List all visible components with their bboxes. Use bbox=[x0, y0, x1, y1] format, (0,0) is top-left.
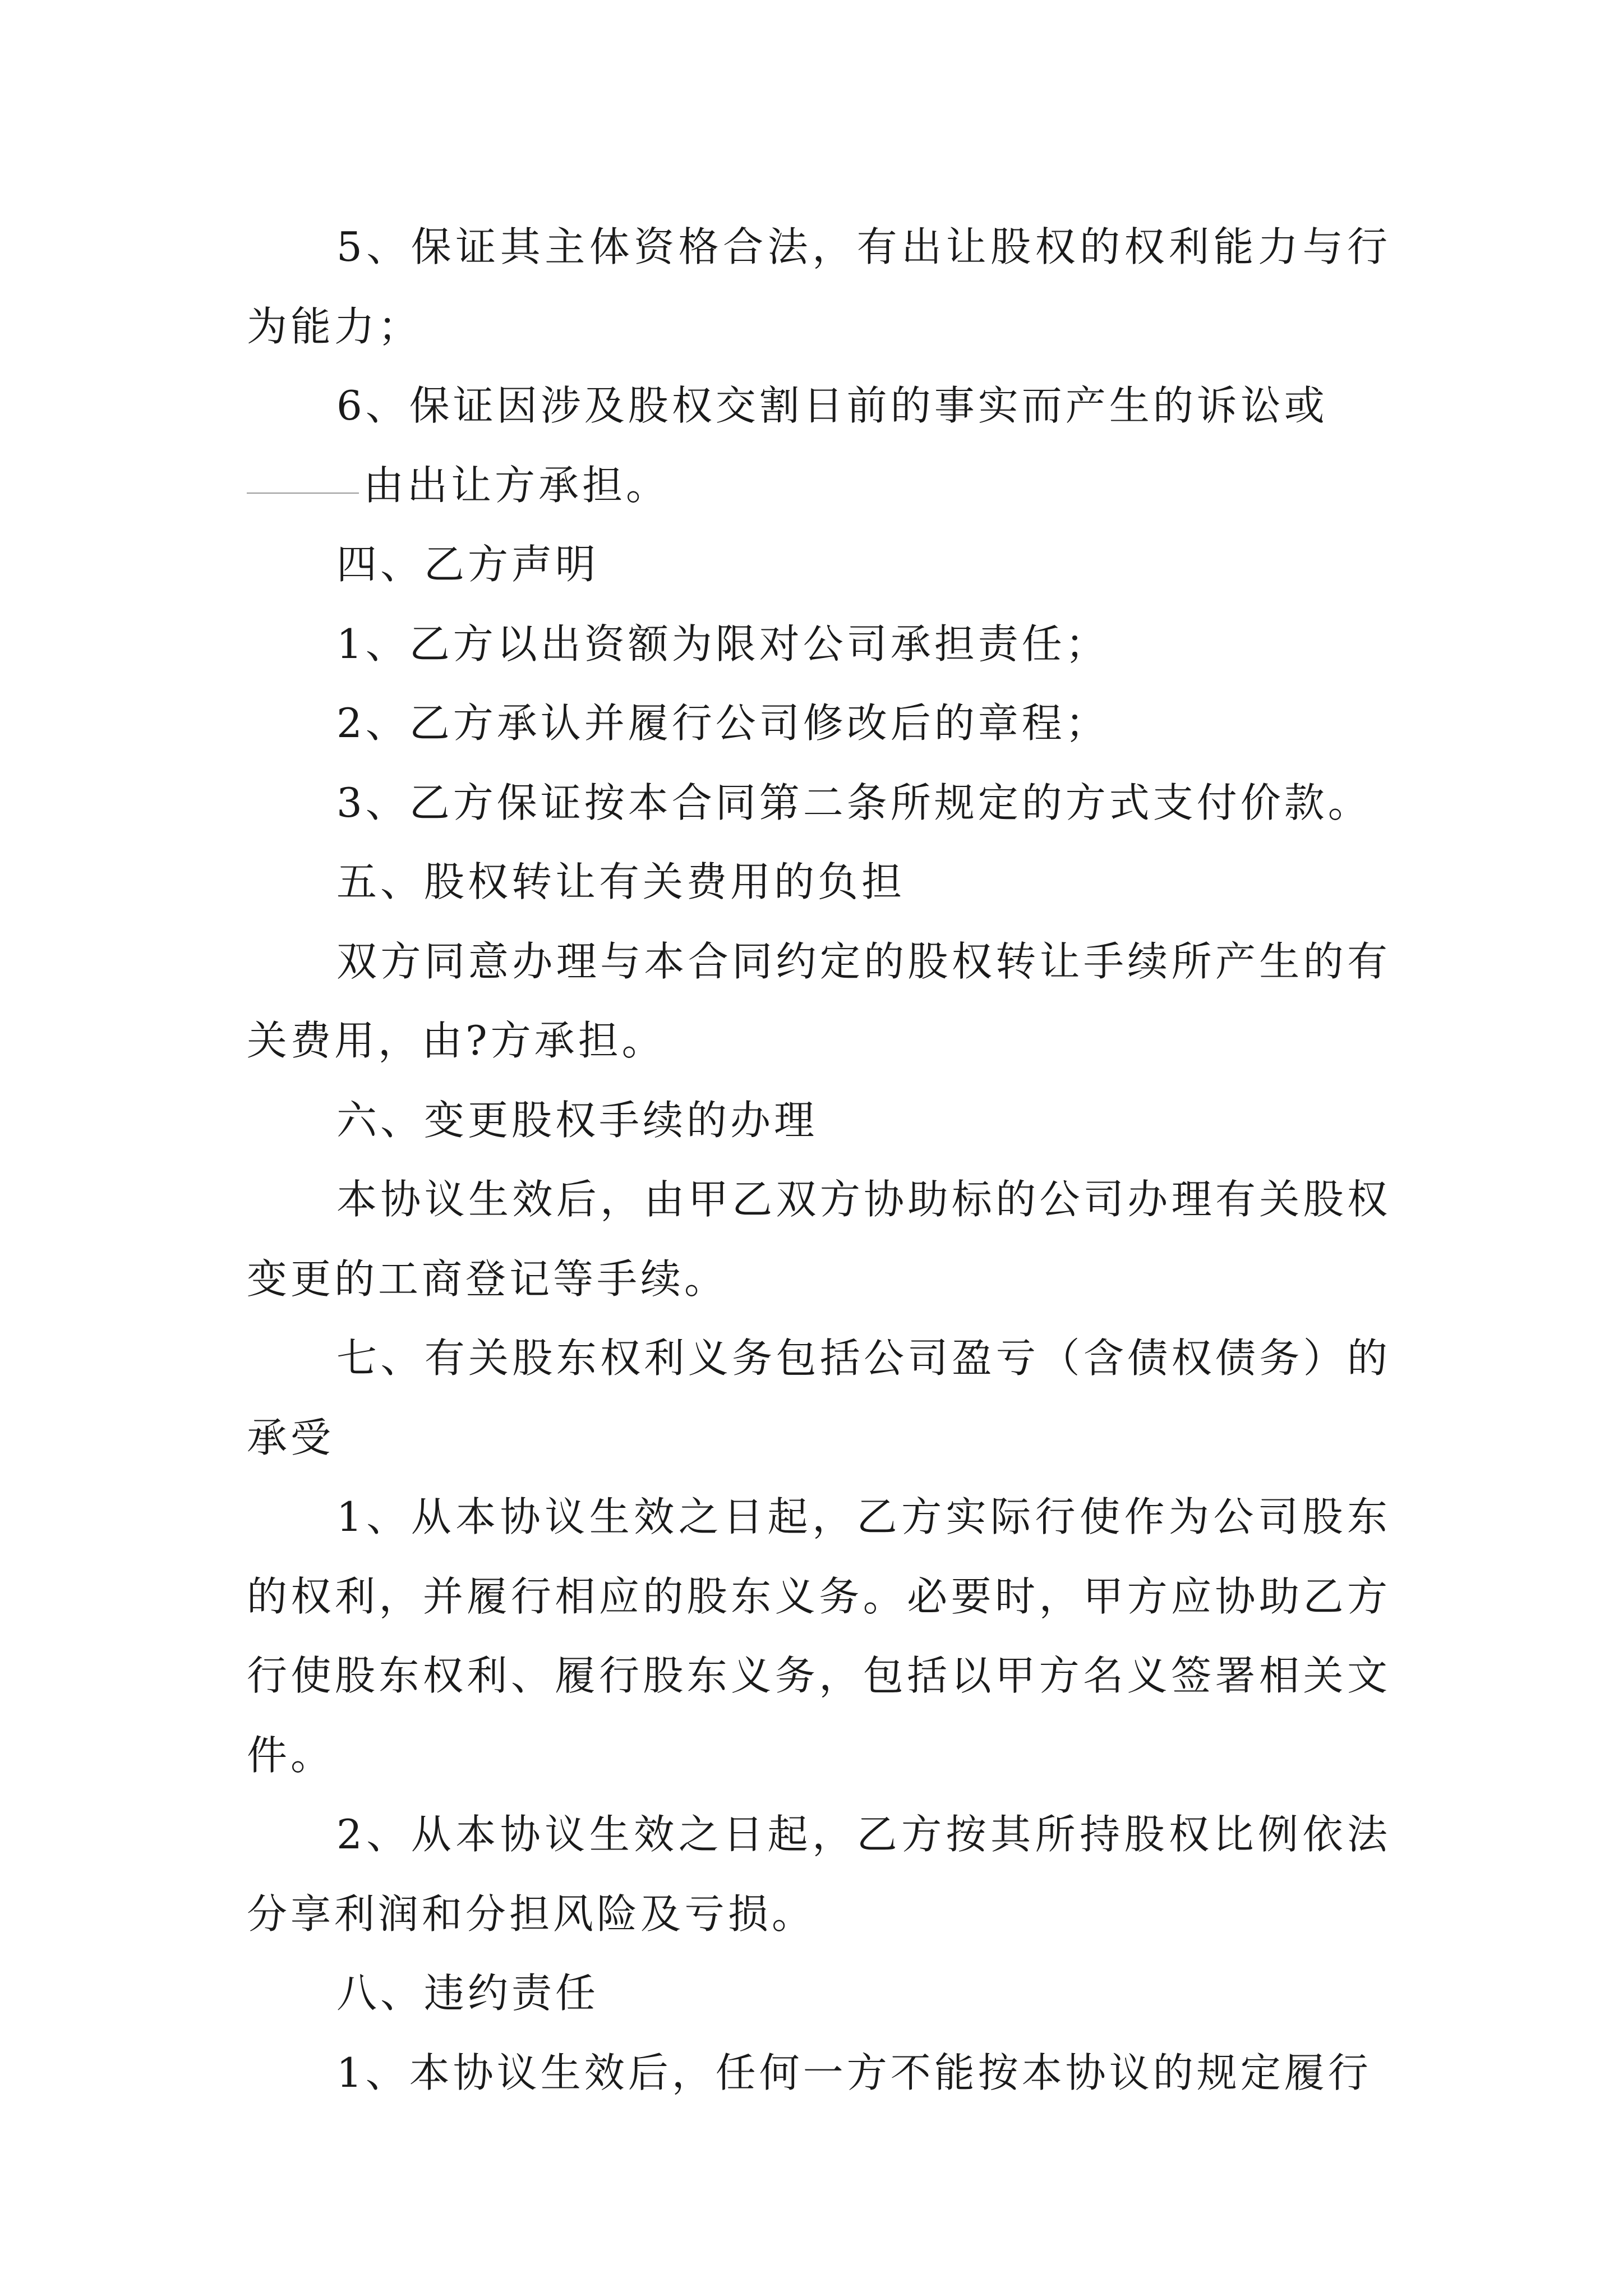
paragraph-party-b-liability: 1、乙方以出资额为限对公司承担责任； bbox=[336, 620, 1109, 668]
document-body bbox=[247, 208, 1391, 2113]
paragraph-litigation-guarantee: 6、保证因涉及股权交割日前的事实而产生的诉讼或 bbox=[336, 382, 1328, 429]
blank-fill-line bbox=[247, 492, 359, 494]
paragraph-party-b-payment: 3、乙方保证按本合同第二条所规定的方式支付价款。 bbox=[336, 779, 1372, 826]
paragraph-profit-sharing: 2、从本协议生效之日起，乙方按其所持股权比例依法分享利润和分担风险及亏损。 bbox=[247, 1811, 1391, 1938]
section-heading-7: 七、有关股东权利义务包括公司盈亏（含债权债务）的承受 bbox=[247, 1335, 1391, 1461]
paragraph-litigation-continuation-text: 由出让方承担。 bbox=[363, 461, 670, 509]
section-heading-8: 八、违约责任 bbox=[336, 1970, 600, 2017]
section-heading-6: 六、变更股权手续的办理 bbox=[336, 1096, 818, 1144]
paragraph-breach: 1、本协议生效后，任何一方不能按本协议的规定履行 bbox=[336, 2049, 1372, 2096]
paragraph-fees: 双方同意办理与本合同约定的股权转让手续所产生的有关费用，由?方承担。 bbox=[247, 937, 1391, 1064]
paragraph-registration: 本协议生效后，由甲乙双方协助标的公司办理有关股权变更的工商登记等手续。 bbox=[247, 1176, 1391, 1303]
paragraph-litigation-continuation bbox=[247, 446, 1391, 526]
section-heading-5: 五、股权转让有关费用的负担 bbox=[336, 858, 906, 905]
section-heading-4: 四、乙方声明 bbox=[336, 541, 600, 588]
paragraph-party-b-articles: 2、乙方承认并履行公司修改后的章程； bbox=[336, 700, 1109, 747]
paragraph-shareholder-rights: 1、从本协议生效之日起，乙方实际行使作为公司股东的权利，并履行相应的股东义务。必要时，甲方应协助乙方行使股东权利、履行股东义务，包括以甲方名义签署相关文件。 bbox=[247, 1493, 1391, 1779]
paragraph-seller-qualification: 5、保证其主体资格合法，有出让股权的权利能力与行为能力； bbox=[247, 223, 1391, 350]
